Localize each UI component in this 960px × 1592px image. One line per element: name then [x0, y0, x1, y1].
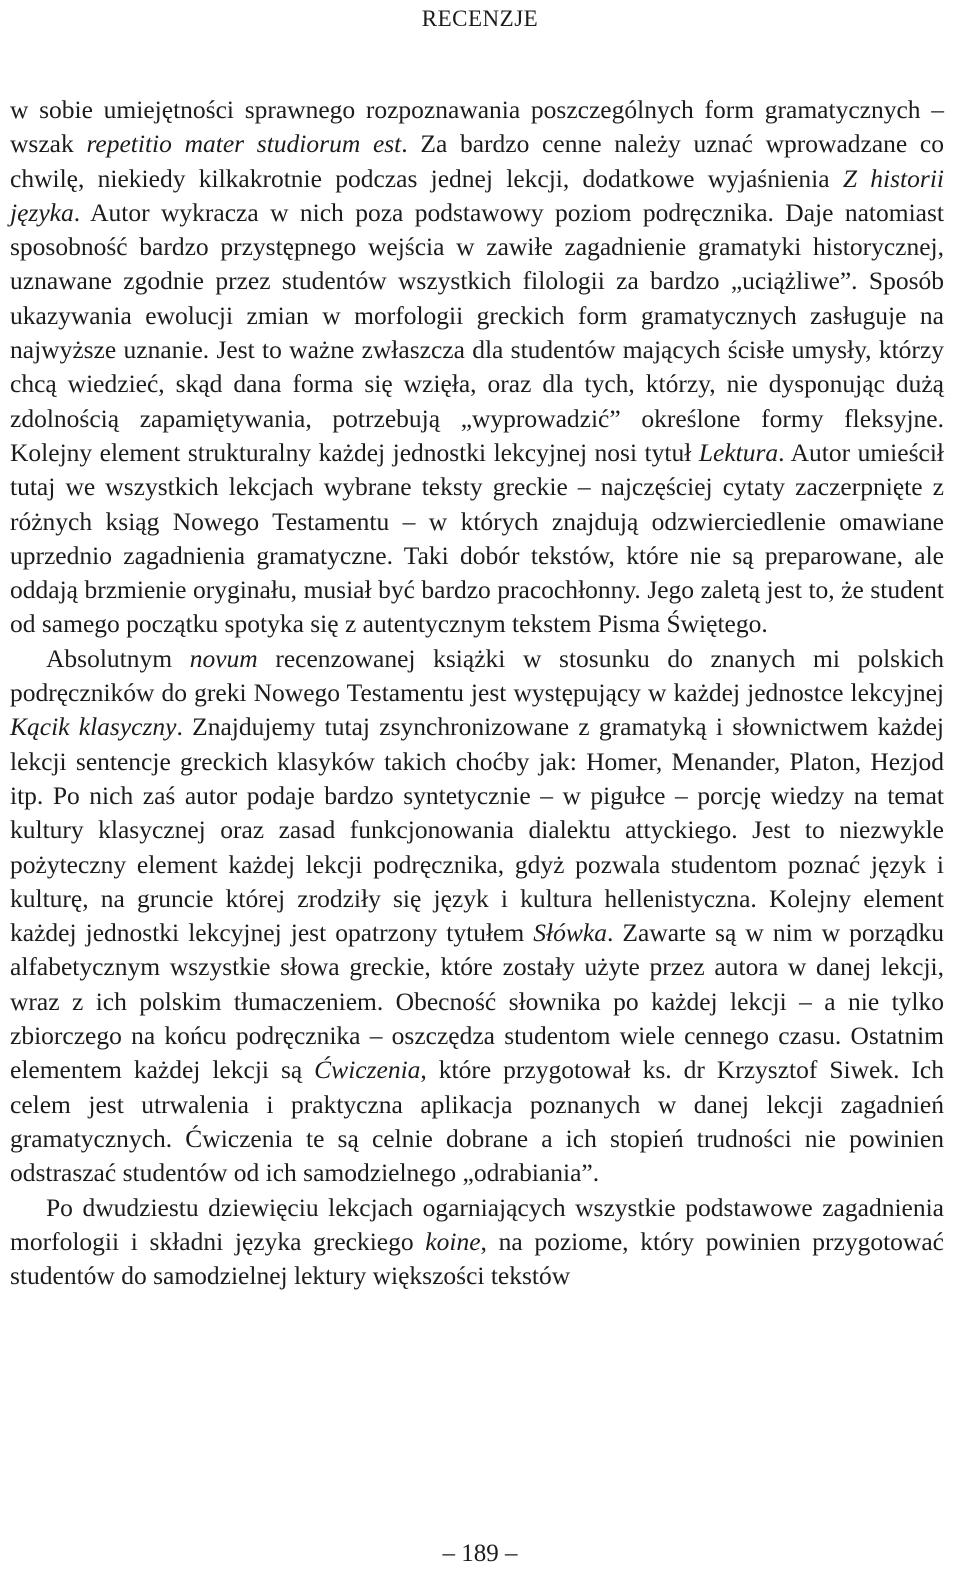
text-run: Absolutnym — [46, 643, 190, 673]
italic-text: Słówka — [533, 918, 607, 948]
text-run: , na poziome, który powinien przygotować studentów do samodzielnej lektury większości tekstów — [10, 1226, 944, 1291]
italic-text: Lektura — [698, 437, 779, 467]
italic-text: koine — [425, 1226, 481, 1256]
text-run: w sobie umiejętności sprawnego rozpoznawania poszczególnych form gramatycznych – wszak — [10, 95, 944, 159]
text-run: Po dwudziestu dziewięciu lekcjach ogarniających wszystkie podstawowe zagadnienia morfologii i składni języka greckiego — [10, 1192, 944, 1256]
italic-text: Z historii języka — [10, 163, 944, 227]
text-run: . Za bardzo cenne należy uznać wprowadzane co chwilę, niekiedy kilkakrotnie podczas jednej lekcji, dodatkowe wyjaśnienia — [10, 129, 945, 193]
italic-text: Ćwiczenia — [314, 1055, 421, 1085]
text-run: , które przygotował ks. dr Krzysztof Siwek. Ich celem jest utrwalenia i praktyczna aplikacja poznanych w danej lekcji zagadnień gramatycznych. Ćwiczenia te są celnie dobrane a ich stopień trudności nie powinien odstraszać studentów od ich samodzielnego „odrabiania”. — [10, 1055, 944, 1188]
text-run: . Autor umieścił tutaj we wszystkich lekcjach wybrane teksty greckie – najczęściej cytaty zaczerpnięte z różnych ksiąg Nowego Testamentu – w których znajdują odzwierciedlenie omawiane uprzednio zagadnienia gramatyczne. Taki dobór tekstów, które nie są preparowane, ale oddają brzmienie oryginału, musiał być bardzo pracochłonny. Jego zaletą jest to, że student od samego początku spotyka się z autentycznym tekstem Pisma Świętego. — [10, 437, 944, 639]
text-run: . Autor wykracza w nich poza podstawowy poziom podręcznika. Daje natomiast sposobność bardzo przystępnego wejścia w zawiłe zagadnienie gramatyki historycznej, uznawane zgodnie przez studentów wszystkich filologii za bardzo „uciążliwe”. Sposób ukazywania ewolucji zmian w morfologii greckich form gramatycznych zasługuje na najwyższe uznanie. Jest to ważne zwłaszcza dla studentów mających ścisłe umysły, którzy chcą wiedzieć, skąd dana forma się wzięła, oraz dla tych, którzy, nie dysponując dużą zdolnością zapamiętywania, potrzebują „wyprowadzić” określone formy fleksyjne. Kolejny element strukturalny każdej jednostki lekcyjnej nosi tytuł — [10, 197, 944, 467]
page-number: – 189 – — [442, 1540, 518, 1567]
paragraph — [10, 1191, 944, 1294]
paragraph — [10, 642, 944, 1191]
body-text — [10, 93, 944, 1293]
italic-text: repetitio mater studiorum est — [86, 129, 402, 159]
text-run: . Zawarte są w nim w porządku alfabetycznym wszystkie słowa greckie, które zostały użyte przez autora w danej lekcji, wraz z ich polskim tłumaczeniem. Obecność słownika po każdej lekcji – a nie tylko zbiorczego na końcu podręcznika – oszczędza studentom wiele cennego czasu. Ostatnim elementem każdej lekcji są — [10, 918, 944, 1085]
running-head: RECENZJE — [421, 6, 539, 31]
italic-text: Kącik klasyczny — [10, 712, 177, 742]
text-run: . Znajdujemy tutaj zsynchronizowane z gramatyką i słownictwem każdej lekcji sentencje greckich klasyków takich choćby jak: Homer, Menander, Platon, Hezjod itp. Po nich zaś autor podaje bardzo syntetycznie – w pigułce – porcję wiedzy na temat kultury klasycznej oraz zasad funkcjonowania dialektu attyckiego. Jest to niezwykle pożyteczny element każdej lekcji podręcznika, gdyż pozwala studentom poznać język i kulturę, na gruncie której zrodziły się język i kultura hellenistyczna. Kolejny element każdej jednostki lekcyjnej jest opatrzony tytułem — [10, 712, 944, 948]
paragraph — [10, 93, 944, 642]
italic-text: novum — [189, 643, 258, 673]
text-run: recenzowanej książki w stosunku do znanych mi polskich podręczników do greki Nowego Testamentu jest występujący w każdej jednostce lekcyjnej — [10, 643, 945, 708]
